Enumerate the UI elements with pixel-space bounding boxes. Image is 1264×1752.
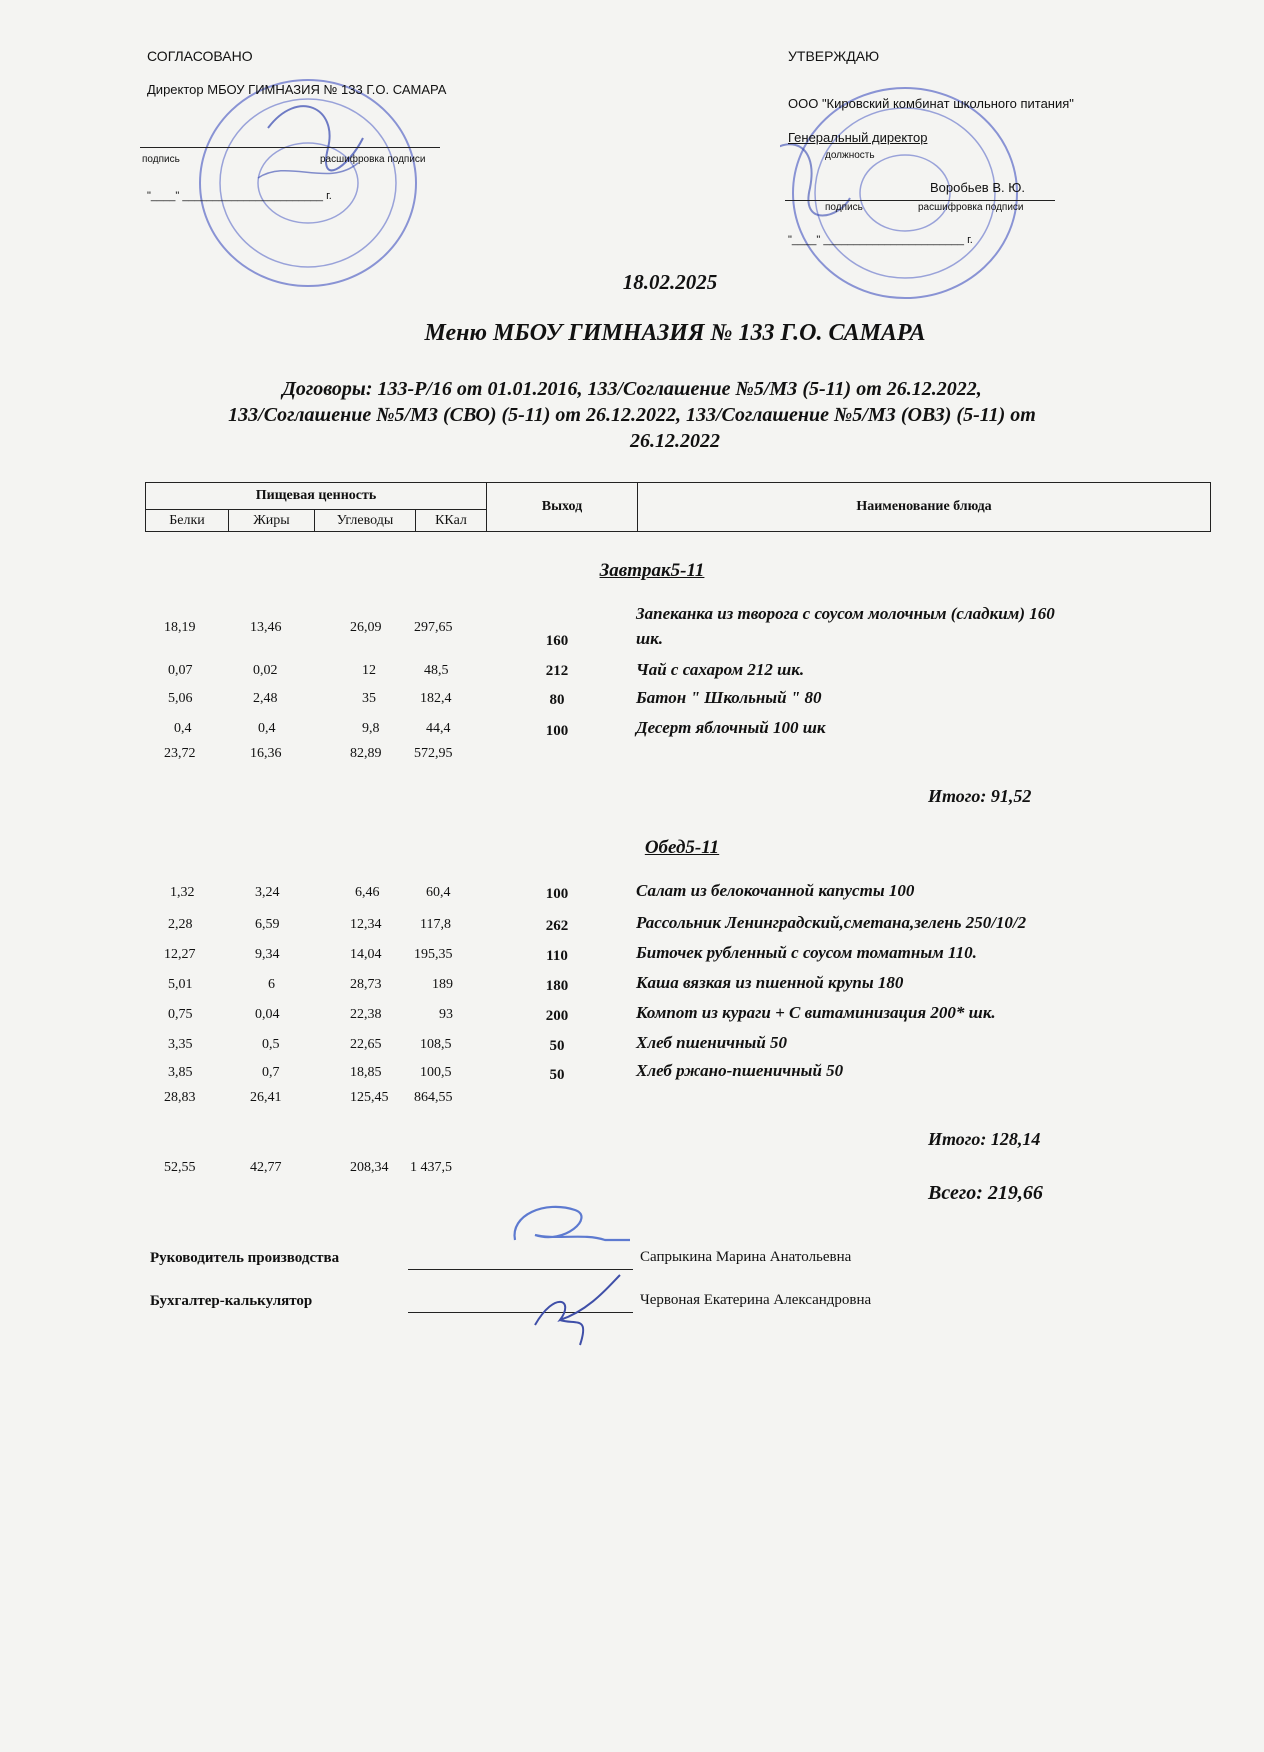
grand-carbs: 208,34 [350, 1160, 389, 1175]
cell-dish: Запеканка из творога с соусом молочным (сладким) 160 [636, 604, 1055, 623]
cell-kcal: 117,8 [420, 917, 451, 932]
cell-output: 50 [549, 1038, 565, 1054]
sum-carbs: 82,89 [350, 746, 382, 761]
cell-fat: 0,4 [258, 721, 276, 736]
signature-role: Бухгалтер-калькулятор [150, 1293, 313, 1309]
approval-right-caption-sign: подпись [825, 202, 863, 213]
cell-dish: Хлеб пшеничный 50 [636, 1033, 788, 1052]
cell-fat: 0,5 [262, 1037, 280, 1052]
cell-protein: 0,4 [174, 721, 192, 736]
approval-right-caption-decode: расшифровка подписи [918, 202, 1024, 213]
cell-dish: Батон " Школьный " 80 [636, 688, 822, 707]
cell-fat: 6,59 [255, 917, 280, 932]
cell-protein: 18,19 [164, 620, 196, 635]
lunch-title: Обед5-11 [644, 837, 720, 858]
sum-kcal: 864,55 [414, 1090, 453, 1105]
cell-protein: 5,01 [168, 977, 193, 992]
sum-carbs: 125,45 [350, 1090, 389, 1105]
approval-right-heading: УТВЕРЖДАЮ [788, 48, 880, 64]
cell-fat: 0,02 [253, 663, 278, 678]
approval-right-signer: Воробьев В. Ю. [930, 180, 1025, 195]
header-protein: Белки [146, 510, 229, 532]
stamp-left [188, 68, 428, 298]
cell-kcal: 60,4 [426, 885, 451, 900]
cell-dish: Хлеб ржано-пшеничный 50 [636, 1061, 844, 1080]
cell-dish: Рассольник Ленинградский,сметана,зелень 250/10/2 [636, 913, 1027, 932]
cell-carbs: 14,04 [350, 947, 382, 962]
cell-dish: Компот из кураги + С витаминизация 200* шк. [636, 1003, 996, 1022]
header-fat: Жиры [229, 510, 315, 532]
cell-kcal: 195,35 [414, 947, 453, 962]
header-nutrition: Пищевая ценность [146, 483, 487, 510]
cell-protein: 0,75 [168, 1007, 193, 1022]
cell-fat: 2,48 [253, 691, 278, 706]
cell-output: 262 [545, 918, 569, 934]
cell-carbs: 22,65 [350, 1037, 382, 1052]
cell-dish: Чай с сахаром 212 шк. [636, 660, 805, 679]
header-output: Выход [487, 483, 638, 532]
sum-kcal: 572,95 [414, 746, 453, 761]
sum-protein: 23,72 [164, 746, 196, 761]
cell-dish: Десерт яблочный 100 шк [636, 718, 826, 737]
cell-dish: Салат из белокочанной капусты 100 [636, 881, 915, 900]
grand-fat: 42,77 [250, 1160, 282, 1175]
signature-name: Червоная Екатерина Александровна [640, 1292, 872, 1308]
nutrition-table-header [145, 482, 1211, 532]
breakfast-total: Итого: 91,52 [928, 786, 1032, 806]
cell-carbs: 26,09 [350, 620, 382, 635]
approval-left-position: Директор МБОУ ГИМНАЗИЯ № 133 Г.О. САМАРА [147, 82, 447, 97]
cell-protein: 1,32 [170, 885, 195, 900]
cell-dish: Каша вязкая из пшенной крупы 180 [636, 973, 904, 992]
cell-output: 100 [545, 723, 569, 739]
approval-right-position: Генеральный директор [788, 130, 928, 145]
header-dish: Наименование блюда [638, 483, 1211, 532]
approval-right-caption-position: должность [825, 150, 875, 161]
cell-carbs: 35 [362, 691, 376, 706]
approval-left-caption-sign: подпись [142, 154, 180, 165]
approval-right-date: "____" _______________________ г. [788, 234, 973, 246]
cell-output: 80 [549, 692, 565, 708]
cell-kcal: 44,4 [426, 721, 451, 736]
cell-kcal: 93 [439, 1007, 453, 1022]
cell-carbs: 12 [362, 663, 376, 678]
cell-carbs: 12,34 [350, 917, 382, 932]
cell-output: 50 [549, 1067, 565, 1083]
menu-title: Меню МБОУ ГИМНАЗИЯ № 133 Г.О. САМАРА [424, 320, 926, 346]
cell-carbs: 18,85 [350, 1065, 382, 1080]
approval-right-sign-line [785, 200, 1055, 201]
grand-protein: 52,55 [164, 1160, 196, 1175]
sum-protein: 28,83 [164, 1090, 196, 1105]
grand-total: Всего: 219,66 [928, 1182, 1043, 1204]
cell-carbs: 6,46 [355, 885, 380, 900]
cell-fat: 6 [268, 977, 275, 992]
cell-protein: 3,35 [168, 1037, 193, 1052]
cell-kcal: 189 [432, 977, 453, 992]
cell-kcal: 297,65 [414, 620, 453, 635]
cell-protein: 12,27 [164, 947, 196, 962]
signature-role: Руководитель производства [150, 1250, 340, 1266]
cell-output: 110 [546, 948, 568, 964]
cell-fat: 9,34 [255, 947, 280, 962]
cell-fat: 0,04 [255, 1007, 280, 1022]
cell-kcal: 100,5 [420, 1065, 452, 1080]
menu-date: 18.02.2025 [622, 270, 718, 294]
cell-dish-cont: шк. [636, 629, 664, 648]
cell-protein: 3,85 [168, 1065, 193, 1080]
approval-left-caption-decode: расшифровка подписи [320, 154, 426, 165]
header-kcal: ККал [416, 510, 487, 532]
sum-fat: 16,36 [250, 746, 282, 761]
cell-fat: 13,46 [250, 620, 282, 635]
header-carbs: Углеводы [315, 510, 416, 532]
cell-output: 100 [545, 886, 569, 902]
cell-output: 180 [545, 978, 569, 994]
approval-left-heading: СОГЛАСОВАНО [147, 48, 253, 64]
handwritten-signature-1 [505, 1195, 635, 1275]
cell-fat: 3,24 [255, 885, 280, 900]
cell-output: 160 [545, 633, 569, 649]
approval-left-date: "____" _______________________ г. [147, 190, 332, 202]
cell-protein: 0,07 [168, 663, 193, 678]
cell-carbs: 28,73 [350, 977, 382, 992]
handwritten-signature-2 [520, 1270, 630, 1350]
cell-kcal: 182,4 [420, 691, 452, 706]
contracts-line-1: Договоры: 133-Р/16 от 01.01.2016, 133/Соглашение №5/МЗ (5-11) от 26.12.2022, [282, 378, 982, 400]
cell-protein: 5,06 [168, 691, 193, 706]
cell-kcal: 48,5 [424, 663, 449, 678]
cell-protein: 2,28 [168, 917, 193, 932]
grand-kcal: 1 437,5 [410, 1160, 452, 1175]
contracts-line-2: 133/Соглашение №5/МЗ (СВО) (5-11) от 26.12.2022, 133/Соглашение №5/МЗ (ОВЗ) (5-11) от [228, 404, 1036, 426]
cell-carbs: 9,8 [362, 721, 380, 736]
cell-dish: Биточек рубленный с соусом томатным 110. [636, 943, 977, 962]
contracts-line-3: 26.12.2022 [630, 430, 720, 452]
breakfast-title: Завтрак5-11 [599, 560, 705, 581]
signature-name: Сапрыкина Марина Анатольевна [640, 1249, 852, 1265]
sum-fat: 26,41 [250, 1090, 282, 1105]
cell-fat: 0,7 [262, 1065, 280, 1080]
cell-output: 212 [545, 663, 569, 679]
lunch-total: Итого: 128,14 [928, 1129, 1041, 1149]
cell-carbs: 22,38 [350, 1007, 382, 1022]
cell-kcal: 108,5 [420, 1037, 452, 1052]
approval-right-org: ООО "Кировский комбинат школьного питания" [788, 96, 1074, 111]
approval-left-sign-line [140, 147, 440, 148]
cell-output: 200 [545, 1008, 569, 1024]
